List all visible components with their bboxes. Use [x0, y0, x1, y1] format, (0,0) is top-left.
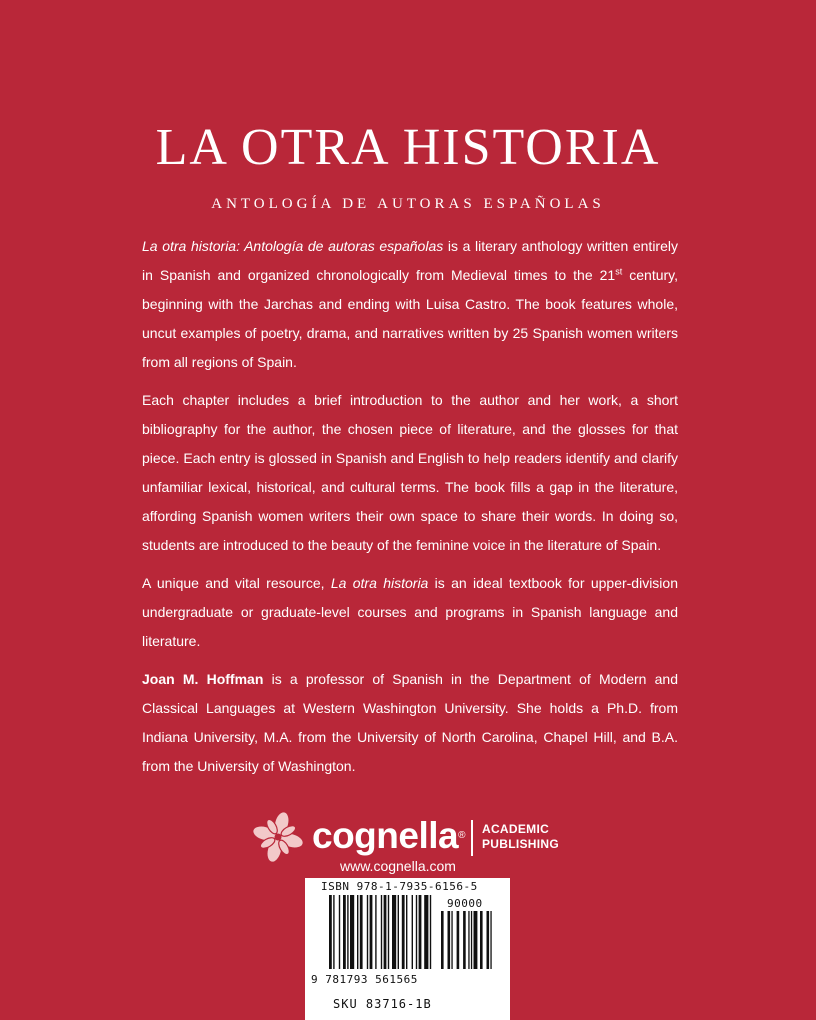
paragraph-author-bio: Joan M. Hoffman is a professor of Spanish in the Department of Modern and Classical Languages at Western Washington University. She holds a Ph.D. from Indiana University, M.A. from the University of North Carolina, Chapel Hill, and B.A. from the University of Washington.	[142, 671, 678, 774]
paragraph-chapters: Each chapter includes a brief introduction to the author and her work, a short bibliography for the author, the chosen piece of literature, and the glosses for that piece. Each entry is glossed in Spanish and English to help readers identify and clarify unfamiliar lexical, historical, and cultural terms. The book fills a gap in the literature, affording Spanish women writers their own space to share their words. In doing so, students are introduced to the beauty of the feminine voice in the literature of Spain.	[142, 392, 678, 553]
cognella-flower-icon	[252, 811, 304, 863]
barcode-graphic	[329, 895, 499, 975]
book-title-italic: La otra historia: Antología de autoras españolas	[142, 238, 444, 254]
back-cover-title: LA OTRA HISTORIA	[155, 119, 661, 176]
back-cover-subtitle: ANTOLOGÍA DE AUTORAS ESPAÑOLAS	[211, 196, 605, 212]
logo-divider	[471, 820, 473, 856]
publisher-name: cognella®	[312, 815, 465, 856]
description-body	[142, 232, 678, 790]
author-name: Joan M. Hoffman	[142, 671, 264, 687]
sku-text: SKU 83716-1B	[333, 997, 432, 1011]
publisher-division: ACADEMIC PUBLISHING	[482, 822, 560, 851]
book-title-italic: La otra historia	[330, 575, 429, 591]
paragraph-resource: A unique and vital resource, La otra historia is an ideal textbook for upper-division undergraduate or graduate-level courses and programs in Spanish language and literature.	[142, 575, 678, 649]
publisher-url: www.cognella.com	[340, 858, 456, 874]
paragraph-synopsis: La otra historia: Antología de autoras españolas is a literary anthology written entirely in Spanish and organized chronologically from Medieval times to the 21st century, beginning with the Jarchas and ending with Luisa Castro. The book features whole, uncut examples of poetry, drama, and narratives written by 25 Spanish women writers from all regions of Spain.	[142, 238, 679, 370]
publisher-logo	[0, 808, 816, 878]
barcode-panel	[305, 878, 510, 1020]
price-code: 90000	[447, 897, 483, 910]
isbn-text: ISBN 978-1-7935-6156-5	[321, 880, 478, 893]
barcode-digits: 9 781793 561565	[311, 973, 418, 986]
